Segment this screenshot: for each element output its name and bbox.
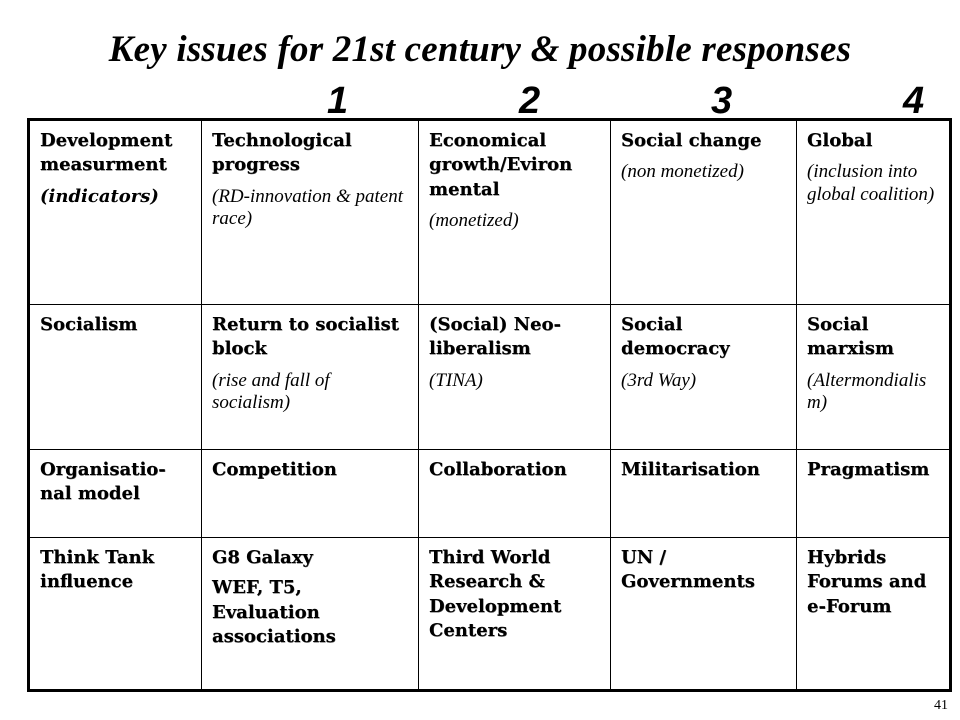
- cell-head: UN / Governments: [621, 547, 755, 593]
- row-label: Socialism: [40, 314, 138, 335]
- slide-title: Key issues for 21st century & possible responses: [108, 29, 852, 70]
- column-number-2: 2: [519, 80, 541, 122]
- cell-head: G8 Galaxy: [212, 547, 313, 568]
- cell-head: Pragmatism: [807, 459, 930, 480]
- cell-head: Competition: [212, 459, 337, 480]
- table-cell: [419, 120, 611, 305]
- column-number-3: 3: [711, 80, 733, 122]
- row-label-sub: (indicators): [40, 185, 159, 207]
- table-cell: [797, 538, 951, 691]
- cell-head: Third World Research & Development Centers: [429, 547, 562, 641]
- table-cell: [202, 450, 419, 538]
- table-cell: [611, 120, 797, 305]
- table-row: [29, 120, 951, 305]
- table-cell: [797, 450, 951, 538]
- cell-head: Technological progress: [212, 130, 352, 176]
- table-cell: [202, 120, 419, 305]
- cell-head: Economical growth/Eviron mental: [429, 130, 573, 200]
- cell-sub: (monetized): [429, 209, 519, 231]
- cell-sub: (non monetized): [621, 161, 744, 183]
- table-cell: [419, 450, 611, 538]
- table-cell: [419, 305, 611, 450]
- table-row: [29, 305, 951, 450]
- cell-head: Return to socialist block: [212, 314, 399, 360]
- table-row: [29, 450, 951, 538]
- cell-sub: (3rd Way): [621, 369, 697, 391]
- cell-head: Collaboration: [429, 459, 567, 480]
- row-label-cell: [29, 305, 202, 450]
- cell-head: Global: [807, 130, 873, 151]
- row-label-cell: [29, 538, 202, 691]
- issues-table: [27, 118, 952, 692]
- cell-head: Militarisation: [621, 459, 760, 480]
- table-cell: [797, 120, 951, 305]
- table-cell: [419, 538, 611, 691]
- cell-sub: WEF, T5, Evaluation associations: [212, 577, 336, 647]
- row-label: Think Tank influence: [40, 547, 155, 593]
- column-number-1: 1: [327, 80, 349, 122]
- cell-sub: (TINA): [429, 369, 483, 391]
- row-label-cell: [29, 120, 202, 305]
- row-label: Development measurment: [40, 130, 173, 176]
- row-label: Organisatio-nal model: [40, 459, 166, 505]
- row-label-cell: [29, 450, 202, 538]
- cell-sub: (inclusion into global coalition): [807, 161, 935, 206]
- table-cell: [611, 538, 797, 691]
- cell-head: Social marxism: [807, 314, 894, 360]
- cell-head: (Social) Neo-liberalism: [429, 314, 561, 360]
- cell-head: Social democracy: [621, 314, 730, 360]
- table-cell: [202, 305, 419, 450]
- cell-head: Hybrids Forums and e-Forum: [807, 547, 927, 617]
- cell-sub: (RD-innovation & patent race): [212, 185, 404, 230]
- cell-sub: (rise and fall of socialism): [212, 369, 330, 414]
- table-cell: [797, 305, 951, 450]
- table-cell: [611, 450, 797, 538]
- cell-head: Social change: [621, 130, 762, 151]
- table-row: [29, 538, 951, 691]
- table-cell: [611, 305, 797, 450]
- cell-sub: (Altermondialis m): [807, 369, 927, 414]
- table-cell: [202, 538, 419, 691]
- page-number: 41: [934, 698, 948, 713]
- column-number-4: 4: [903, 80, 925, 122]
